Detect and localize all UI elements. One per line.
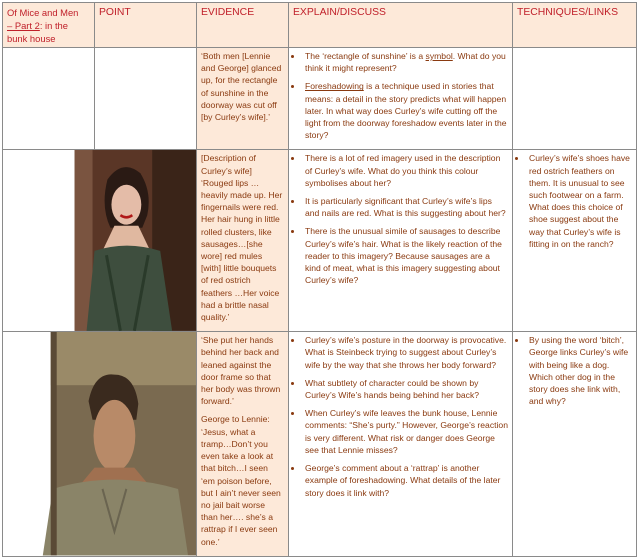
empty-cell: [513, 48, 637, 150]
table-row: [3, 150, 637, 332]
explain-item: • The ‘rectangle of sunshine’ is a symbol. What do you think it might represent?: [303, 50, 508, 74]
explain-cell: [289, 150, 513, 332]
title-rest: : in the bunk house: [7, 20, 68, 44]
technique-item: • Curley’s wife’s shoes have red ostrich feathers on them. It is unusual to see such footwear on a farm. What does this choice of shoe suggest about the way that Curley’s wife is fitting in on the ranch?: [527, 152, 632, 250]
explain-item: • It is particularly significant that Curley’s wife’s lips and nails are red. What is this suggesting about her?: [303, 195, 508, 219]
empty-cell: [3, 48, 95, 150]
techniques-header: TECHNIQUES/LINKS: [513, 3, 637, 48]
foreshadowing-term: Foreshadowing: [305, 81, 364, 92]
evidence-cell: [197, 48, 289, 150]
explain-item: • What subtlety of character could be shown by Curley’s Wife’s hands being behind her back?: [303, 377, 508, 401]
header-row: [3, 3, 637, 48]
explain-list: [293, 50, 508, 141]
technique-item: • By using the word ‘bitch’, George links Curley’s wife with being like a dog. Which other dog in the story does she link with, and why?: [527, 334, 632, 407]
title-line1: Of Mice and Men: [7, 7, 79, 18]
evidence-cell: [197, 332, 289, 556]
evidence-cell: [197, 150, 289, 332]
evidence-text: ‘Both men [Lennie and George] glanced up, for the rectangle of sunshine in the doorway was cut off [by Curley’s wife].’: [201, 51, 282, 123]
title-part: – Part 2: [7, 20, 40, 31]
explain-item: • Foreshadowing is a technique used in stories that means: a detail in the story predicts what will happen later. In what way does Curley’s wife cutting off the light from the doorway foreshadow events later in the story?: [303, 80, 508, 141]
lesson-table: [2, 2, 637, 557]
explain-cell: [289, 48, 513, 150]
techniques-list: [517, 334, 632, 407]
symbol-term: symbol: [425, 51, 453, 61]
techniques-cell: [513, 150, 637, 332]
techniques-list: [517, 152, 632, 250]
table-row: [3, 332, 637, 556]
george-photo: [3, 332, 196, 555]
photo-cell: [3, 332, 197, 556]
explain-cell: [289, 332, 513, 556]
evidence-header: EVIDENCE: [197, 3, 289, 48]
explain-item: • George’s comment about a ‘rattrap’ is another example of foreshadowing. What details of the later story does it link with?: [303, 462, 508, 499]
evidence-text: ‘She put her hands behind her back and leaned against the door frame so that her body was thrown forward.’: [201, 335, 281, 407]
photo-cell: [3, 150, 197, 332]
point-header: POINT: [95, 3, 197, 48]
explain-item: • Curley’s wife’s posture in the doorway is provocative. What is Steinbeck trying to suggest about Curley’s wife by the way that she throws her body forward?: [303, 334, 508, 371]
explain-item: • There is the unusual simile of sausages to describe Curley’s wife’s hair. What is the likely reaction of the reader to this imagery? Because sausages are a kind of meat, what is this imagery suggesting about Curley’s wife?: [303, 225, 508, 286]
explain-list: [293, 334, 508, 498]
evidence-text: George to Lennie: ‘Jesus, what a tramp…Don’t you even take a look at that bitch…I seen ‘em poison before, but I ain’t never seen no jail bait worse than her…. she’s a rattrap if I ever seen one.’: [201, 414, 281, 547]
explain-item: • When Curley’s wife leaves the bunk house, Lennie comments: “She’s purty.” However, George’s reaction is very different. What risk or danger does George see that Lennie misses?: [303, 407, 508, 456]
explain-list: [293, 152, 508, 286]
title-cell: [3, 3, 95, 48]
table-row: [3, 48, 637, 150]
evidence-text: [Description of Curley’s wife] ‘Rouged lips …heavily made up. Her fingernails were red. Her hair hung in little rolled clusters, like sausages…[she wore] red mules [with] little bouquets of red ostrich feathers …Her voice had a brittle nasal quality.’: [201, 153, 283, 323]
explain-item: • There is a lot of red imagery used in the description of Curley’s wife. What do you think this colour symbolises about her?: [303, 152, 508, 189]
curleys-wife-photo: [3, 150, 196, 331]
empty-cell: [95, 48, 197, 150]
techniques-cell: [513, 332, 637, 556]
explain-header: EXPLAIN/DISCUSS: [289, 3, 513, 48]
